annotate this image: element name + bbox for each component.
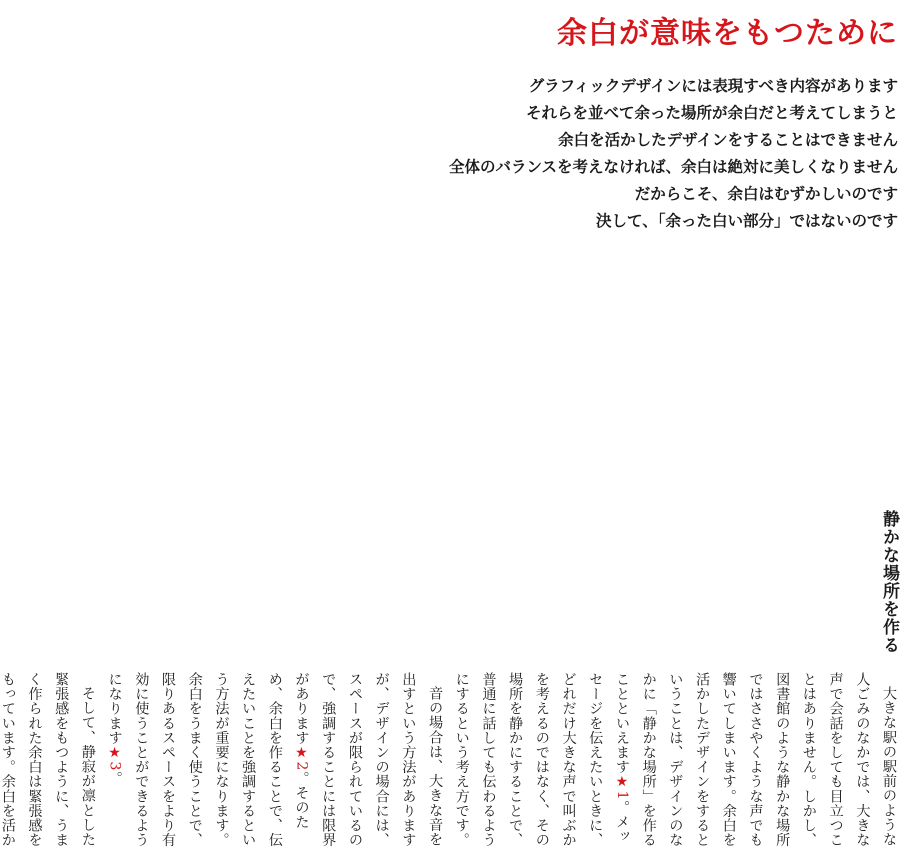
lead-text xyxy=(449,73,898,235)
paragraph-text: 音の場合は、大きな音を出すという方法がありますが、デザインの場合には、スペースが限られているので、強調することには限界があります xyxy=(293,672,444,848)
footnote-mark: ★2 xyxy=(293,745,310,771)
paragraph-text: 。 xyxy=(106,770,123,786)
lead-line: 全体のバランスを考えなければ、余白は絶対に美しくなりません xyxy=(448,158,898,176)
lead-line: それらを並べて余った場所が余白だと考えてしまうと xyxy=(525,104,898,122)
footnote-mark: ★1 xyxy=(613,774,630,801)
paragraph-text: 。メッセージを伝えたいときに、どれだけ大きな声で叫ぶかを考えるのではなく、その場所を静かにすることで、普通に話しても伝わるようにするという考え方です。 xyxy=(453,672,630,848)
page-title: 余白が意味をもつために xyxy=(557,16,898,51)
lead-line: だからこそ、余白はむずかしいのです xyxy=(634,185,898,203)
paragraph: そして、静寂が凛とした緊張感をもつように、うまく作られた余白は緊張感をもっています。余白を活か xyxy=(0,672,96,848)
lead-line: 決して、「余った白い部分」ではないのです xyxy=(596,212,898,230)
lead-line: 余白を活かしたデザインをすることはできません xyxy=(558,131,898,149)
paragraph xyxy=(448,672,902,850)
paragraph-text: 大きな駅の駅前のような人ごみのなかでは、大きな声で会話をしても目立つことはありません。しかし、図書館のような静かな場所ではささやくような声でも響いてしまいます。余白を活かしたデザインをするということは、デザインのなかに「静かな場所」を作ることといえます xyxy=(613,672,897,848)
lead-line: グラフィックデザインには表現すべき内容があります xyxy=(528,77,898,95)
footnote-mark: ★3 xyxy=(106,745,123,771)
vertical-section xyxy=(0,510,902,850)
paragraph xyxy=(101,672,448,850)
section-heading: 静かな場所を作る xyxy=(879,510,899,654)
section-body xyxy=(0,672,902,850)
paragraph-text: 。そのため、余白を作ることで、伝えたいことを強調するという方法が重要になります。余白をうまく使うことで、限りあるスペースをより有効に使うことができるようになります xyxy=(106,672,310,848)
